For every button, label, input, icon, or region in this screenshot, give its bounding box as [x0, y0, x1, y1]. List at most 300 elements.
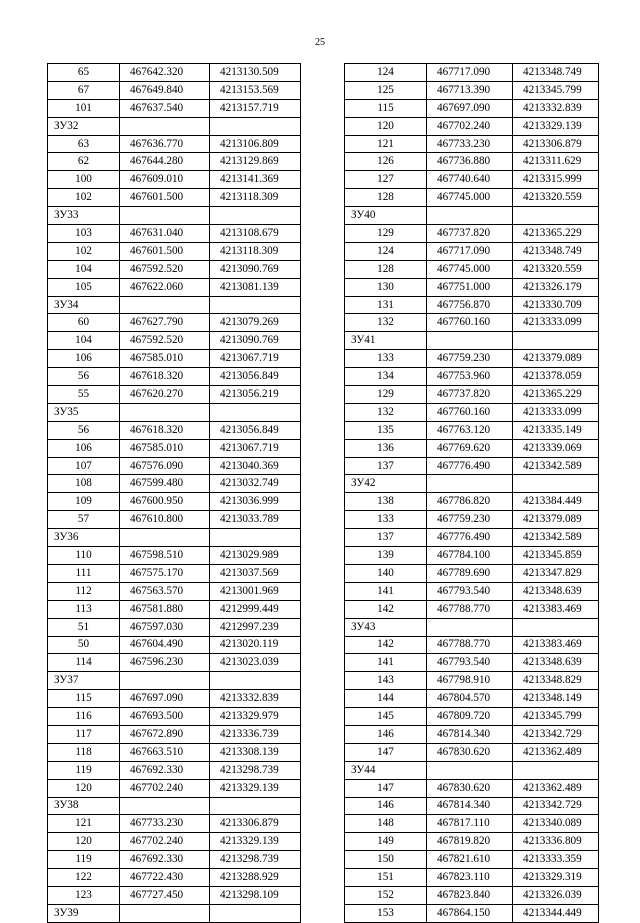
x-coordinate	[120, 207, 210, 225]
parcel-label: ЗУ37	[48, 672, 120, 690]
table-row	[345, 904, 599, 922]
parcel-label: ЗУ42	[345, 475, 427, 493]
point-number: 104	[48, 260, 120, 278]
y-coordinate: 4213365.229	[513, 386, 599, 404]
x-coordinate: 467793.540	[427, 654, 513, 672]
point-number: 121	[48, 815, 120, 833]
x-coordinate: 467798.910	[427, 672, 513, 690]
y-coordinate: 4213348.149	[513, 690, 599, 708]
point-number: 133	[345, 511, 427, 529]
x-coordinate: 467814.340	[427, 797, 513, 815]
point-number: 142	[345, 636, 427, 654]
point-number: 104	[48, 332, 120, 350]
parcel-label: ЗУ40	[345, 207, 427, 225]
x-coordinate: 467702.240	[120, 833, 210, 851]
y-coordinate: 4213067.719	[210, 439, 301, 457]
y-coordinate	[513, 475, 599, 493]
table-row	[345, 457, 599, 475]
x-coordinate: 467713.390	[427, 81, 513, 99]
x-coordinate: 467631.040	[120, 225, 210, 243]
y-coordinate: 4213108.679	[210, 225, 301, 243]
x-coordinate: 467760.160	[427, 314, 513, 332]
x-coordinate: 467814.340	[427, 725, 513, 743]
x-coordinate: 467804.570	[427, 690, 513, 708]
x-coordinate: 467620.270	[120, 386, 210, 404]
table-row	[48, 171, 301, 189]
x-coordinate	[120, 672, 210, 690]
x-coordinate: 467697.090	[427, 99, 513, 117]
point-number: 50	[48, 636, 120, 654]
x-coordinate: 467769.620	[427, 439, 513, 457]
point-number: 102	[48, 189, 120, 207]
y-coordinate	[210, 904, 301, 922]
x-coordinate: 467649.840	[120, 81, 210, 99]
x-coordinate: 467693.500	[120, 708, 210, 726]
y-coordinate: 4213153.569	[210, 81, 301, 99]
table-row	[48, 457, 301, 475]
y-coordinate: 4213378.059	[513, 368, 599, 386]
table-row	[48, 314, 301, 332]
x-coordinate: 467819.820	[427, 833, 513, 851]
y-coordinate: 4213383.469	[513, 600, 599, 618]
table-row	[48, 135, 301, 153]
point-number: 116	[48, 708, 120, 726]
point-number: 150	[345, 851, 427, 869]
table-row	[48, 99, 301, 117]
y-coordinate	[210, 797, 301, 815]
table-row	[48, 833, 301, 851]
table-row	[345, 117, 599, 135]
x-coordinate: 467733.230	[427, 135, 513, 153]
point-number: 135	[345, 421, 427, 439]
point-number: 120	[48, 833, 120, 851]
table-row	[48, 761, 301, 779]
y-coordinate: 4213379.089	[513, 511, 599, 529]
point-number: 103	[48, 225, 120, 243]
y-coordinate: 4213336.739	[210, 725, 301, 743]
coordinates-table-right	[344, 63, 599, 923]
table-row	[345, 296, 599, 314]
table-row	[345, 636, 599, 654]
y-coordinate: 4213333.359	[513, 851, 599, 869]
y-coordinate: 4213106.809	[210, 135, 301, 153]
y-coordinate: 4213332.839	[210, 690, 301, 708]
parcel-label: ЗУ41	[345, 332, 427, 350]
table-row	[345, 564, 599, 582]
x-coordinate: 467759.230	[427, 350, 513, 368]
point-number: 142	[345, 600, 427, 618]
y-coordinate: 4213141.369	[210, 171, 301, 189]
y-coordinate: 4213320.559	[513, 260, 599, 278]
table-row	[345, 743, 599, 761]
point-number: 120	[48, 779, 120, 797]
x-coordinate: 467642.320	[120, 64, 210, 82]
table-row	[345, 672, 599, 690]
x-coordinate: 467636.770	[120, 135, 210, 153]
point-number: 152	[345, 886, 427, 904]
x-coordinate: 467745.000	[427, 260, 513, 278]
x-coordinate: 467663.510	[120, 743, 210, 761]
table-row	[345, 99, 599, 117]
table-row	[48, 511, 301, 529]
point-number: 145	[345, 708, 427, 726]
point-number: 127	[345, 171, 427, 189]
table-row	[48, 618, 301, 636]
y-coordinate	[210, 117, 301, 135]
point-number: 115	[345, 99, 427, 117]
point-number: 65	[48, 64, 120, 82]
parcel-group-row	[48, 117, 301, 135]
y-coordinate: 4213298.109	[210, 886, 301, 904]
point-number: 153	[345, 904, 427, 922]
table-row	[345, 81, 599, 99]
point-number: 120	[345, 117, 427, 135]
x-coordinate: 467823.110	[427, 869, 513, 887]
table-row	[48, 439, 301, 457]
point-number: 63	[48, 135, 120, 153]
parcel-group-row	[48, 672, 301, 690]
table-row	[48, 64, 301, 82]
x-coordinate: 467789.690	[427, 564, 513, 582]
y-coordinate: 4213090.769	[210, 260, 301, 278]
table-row	[48, 225, 301, 243]
table-row	[48, 386, 301, 404]
y-coordinate: 4213129.869	[210, 153, 301, 171]
y-coordinate: 4213288.929	[210, 869, 301, 887]
y-coordinate: 4213306.879	[210, 815, 301, 833]
x-coordinate: 467759.230	[427, 511, 513, 529]
table-row	[345, 600, 599, 618]
table-row	[48, 260, 301, 278]
point-number: 125	[345, 81, 427, 99]
x-coordinate: 467753.960	[427, 368, 513, 386]
table-row	[48, 493, 301, 511]
x-coordinate: 467692.330	[120, 761, 210, 779]
y-coordinate: 4213326.039	[513, 886, 599, 904]
table-row	[48, 743, 301, 761]
point-number: 131	[345, 296, 427, 314]
x-coordinate: 467830.620	[427, 743, 513, 761]
point-number: 141	[345, 654, 427, 672]
point-number: 55	[48, 386, 120, 404]
parcel-group-row	[48, 904, 301, 922]
x-coordinate: 467576.090	[120, 457, 210, 475]
y-coordinate: 4213329.139	[210, 779, 301, 797]
point-number: 102	[48, 242, 120, 260]
x-coordinate: 467788.770	[427, 636, 513, 654]
y-coordinate: 4213040.369	[210, 457, 301, 475]
x-coordinate: 467786.820	[427, 493, 513, 511]
parcel-group-row	[48, 296, 301, 314]
y-coordinate: 4213320.559	[513, 189, 599, 207]
point-number: 129	[345, 225, 427, 243]
table-row	[48, 851, 301, 869]
x-coordinate: 467592.520	[120, 260, 210, 278]
point-number: 51	[48, 618, 120, 636]
table-row	[345, 511, 599, 529]
table-row	[48, 869, 301, 887]
y-coordinate: 4213079.269	[210, 314, 301, 332]
point-number: 67	[48, 81, 120, 99]
y-coordinate: 4213342.589	[513, 457, 599, 475]
y-coordinate: 4213332.839	[513, 99, 599, 117]
y-coordinate: 4213339.069	[513, 439, 599, 457]
x-coordinate: 467601.500	[120, 242, 210, 260]
point-number: 112	[48, 582, 120, 600]
table-row	[48, 779, 301, 797]
point-number: 132	[345, 314, 427, 332]
table-row	[48, 690, 301, 708]
x-coordinate: 467592.520	[120, 332, 210, 350]
point-number: 113	[48, 600, 120, 618]
y-coordinate: 4213383.469	[513, 636, 599, 654]
table-row	[48, 350, 301, 368]
y-coordinate: 4213056.219	[210, 386, 301, 404]
y-coordinate: 4213157.719	[210, 99, 301, 117]
y-coordinate: 4213311.629	[513, 153, 599, 171]
parcel-group-row	[48, 529, 301, 547]
y-coordinate: 4213333.099	[513, 403, 599, 421]
table-row	[48, 421, 301, 439]
table-row	[345, 493, 599, 511]
x-coordinate: 467596.230	[120, 654, 210, 672]
table-row	[345, 690, 599, 708]
x-coordinate	[120, 117, 210, 135]
x-coordinate	[427, 207, 513, 225]
x-coordinate: 467733.230	[120, 815, 210, 833]
table-row	[345, 171, 599, 189]
parcel-label: ЗУ35	[48, 403, 120, 421]
point-number: 107	[48, 457, 120, 475]
table-row	[48, 582, 301, 600]
point-number: 138	[345, 493, 427, 511]
y-coordinate: 4213298.739	[210, 851, 301, 869]
x-coordinate: 467644.280	[120, 153, 210, 171]
point-number: 108	[48, 475, 120, 493]
table-row	[345, 886, 599, 904]
parcel-group-row	[345, 332, 599, 350]
table-row	[48, 600, 301, 618]
x-coordinate: 467702.240	[427, 117, 513, 135]
x-coordinate: 467830.620	[427, 779, 513, 797]
parcel-label: ЗУ32	[48, 117, 120, 135]
parcel-label: ЗУ39	[48, 904, 120, 922]
point-number: 137	[345, 457, 427, 475]
parcel-group-row	[345, 207, 599, 225]
y-coordinate: 4213118.309	[210, 242, 301, 260]
x-coordinate	[120, 296, 210, 314]
table-row	[345, 815, 599, 833]
table-row	[345, 403, 599, 421]
x-coordinate	[120, 529, 210, 547]
y-coordinate: 4213056.849	[210, 421, 301, 439]
x-coordinate: 467788.770	[427, 600, 513, 618]
x-coordinate: 467737.820	[427, 225, 513, 243]
point-number: 133	[345, 350, 427, 368]
point-number: 115	[48, 690, 120, 708]
y-coordinate	[513, 207, 599, 225]
point-number: 105	[48, 278, 120, 296]
x-coordinate	[427, 618, 513, 636]
table-row	[345, 869, 599, 887]
x-coordinate: 467784.100	[427, 547, 513, 565]
y-coordinate: 4213384.449	[513, 493, 599, 511]
table-row	[48, 81, 301, 99]
point-number: 147	[345, 743, 427, 761]
point-number: 130	[345, 278, 427, 296]
y-coordinate: 4213362.489	[513, 779, 599, 797]
y-coordinate: 4213306.879	[513, 135, 599, 153]
table-row	[48, 886, 301, 904]
y-coordinate: 4213348.749	[513, 242, 599, 260]
y-coordinate: 4213032.749	[210, 475, 301, 493]
parcel-label: ЗУ33	[48, 207, 120, 225]
table-row	[345, 242, 599, 260]
table-row	[345, 225, 599, 243]
y-coordinate: 4213023.039	[210, 654, 301, 672]
parcel-group-row	[345, 761, 599, 779]
table-row	[345, 189, 599, 207]
x-coordinate: 467598.510	[120, 547, 210, 565]
x-coordinate: 467745.000	[427, 189, 513, 207]
table-row	[345, 654, 599, 672]
table-row	[345, 368, 599, 386]
point-number: 148	[345, 815, 427, 833]
point-number: 144	[345, 690, 427, 708]
x-coordinate: 467581.880	[120, 600, 210, 618]
point-number: 146	[345, 797, 427, 815]
y-coordinate: 4213342.589	[513, 529, 599, 547]
table-row	[345, 314, 599, 332]
table-row	[345, 260, 599, 278]
table-row	[48, 815, 301, 833]
x-coordinate: 467604.490	[120, 636, 210, 654]
y-coordinate: 4213033.789	[210, 511, 301, 529]
table-row	[48, 332, 301, 350]
y-coordinate: 4213340.089	[513, 815, 599, 833]
point-number: 119	[48, 851, 120, 869]
x-coordinate: 467756.870	[427, 296, 513, 314]
table-row	[345, 833, 599, 851]
y-coordinate: 4213348.639	[513, 582, 599, 600]
y-coordinate: 4213342.729	[513, 725, 599, 743]
table-row	[345, 64, 599, 82]
point-number: 123	[48, 886, 120, 904]
x-coordinate: 467727.450	[120, 886, 210, 904]
y-coordinate: 4213345.799	[513, 708, 599, 726]
y-coordinate: 4213347.829	[513, 564, 599, 582]
y-coordinate	[210, 672, 301, 690]
coordinates-table-left	[47, 63, 301, 923]
point-number: 124	[345, 64, 427, 82]
x-coordinate: 467722.430	[120, 869, 210, 887]
x-coordinate: 467672.890	[120, 725, 210, 743]
x-coordinate: 467597.030	[120, 618, 210, 636]
x-coordinate: 467637.540	[120, 99, 210, 117]
table-row	[48, 725, 301, 743]
y-coordinate: 4213081.139	[210, 278, 301, 296]
y-coordinate: 4213130.509	[210, 64, 301, 82]
point-number: 100	[48, 171, 120, 189]
x-coordinate: 467618.320	[120, 368, 210, 386]
x-coordinate: 467717.090	[427, 64, 513, 82]
point-number: 143	[345, 672, 427, 690]
y-coordinate: 4213379.089	[513, 350, 599, 368]
x-coordinate	[120, 904, 210, 922]
y-coordinate: 4212997.239	[210, 618, 301, 636]
parcel-group-row	[48, 207, 301, 225]
y-coordinate: 4213308.139	[210, 743, 301, 761]
table-row	[48, 242, 301, 260]
x-coordinate: 467776.490	[427, 457, 513, 475]
x-coordinate: 467736.880	[427, 153, 513, 171]
table-row	[345, 153, 599, 171]
y-coordinate: 4213315.999	[513, 171, 599, 189]
x-coordinate: 467692.330	[120, 851, 210, 869]
x-coordinate: 467864.150	[427, 904, 513, 922]
point-number: 134	[345, 368, 427, 386]
point-number: 128	[345, 189, 427, 207]
point-number: 114	[48, 654, 120, 672]
x-coordinate: 467823.840	[427, 886, 513, 904]
y-coordinate: 4213118.309	[210, 189, 301, 207]
y-coordinate: 4213333.099	[513, 314, 599, 332]
x-coordinate: 467609.010	[120, 171, 210, 189]
point-number: 124	[345, 242, 427, 260]
table-row	[345, 851, 599, 869]
x-coordinate: 467821.610	[427, 851, 513, 869]
x-coordinate: 467776.490	[427, 529, 513, 547]
x-coordinate: 467702.240	[120, 779, 210, 797]
x-coordinate	[427, 475, 513, 493]
table-row	[345, 386, 599, 404]
y-coordinate: 4213056.849	[210, 368, 301, 386]
x-coordinate: 467563.570	[120, 582, 210, 600]
x-coordinate	[120, 797, 210, 815]
point-number: 60	[48, 314, 120, 332]
y-coordinate: 4213365.229	[513, 225, 599, 243]
x-coordinate: 467575.170	[120, 564, 210, 582]
table-row	[48, 654, 301, 672]
table-row	[345, 779, 599, 797]
parcel-label: ЗУ43	[345, 618, 427, 636]
y-coordinate	[210, 296, 301, 314]
y-coordinate	[210, 529, 301, 547]
y-coordinate: 4213020.119	[210, 636, 301, 654]
x-coordinate: 467817.110	[427, 815, 513, 833]
point-number: 56	[48, 368, 120, 386]
y-coordinate: 4213037.569	[210, 564, 301, 582]
y-coordinate: 4213029.989	[210, 547, 301, 565]
parcel-group-row	[48, 797, 301, 815]
table-row	[48, 368, 301, 386]
y-coordinate: 4213342.729	[513, 797, 599, 815]
x-coordinate: 467760.160	[427, 403, 513, 421]
point-number: 57	[48, 511, 120, 529]
table-row	[345, 439, 599, 457]
parcel-label: ЗУ34	[48, 296, 120, 314]
table-row	[48, 708, 301, 726]
y-coordinate	[513, 332, 599, 350]
point-number: 106	[48, 350, 120, 368]
x-coordinate: 467697.090	[120, 690, 210, 708]
point-number: 101	[48, 99, 120, 117]
table-row	[48, 547, 301, 565]
point-number: 121	[345, 135, 427, 153]
point-number: 56	[48, 421, 120, 439]
table-row	[345, 708, 599, 726]
table-row	[345, 797, 599, 815]
